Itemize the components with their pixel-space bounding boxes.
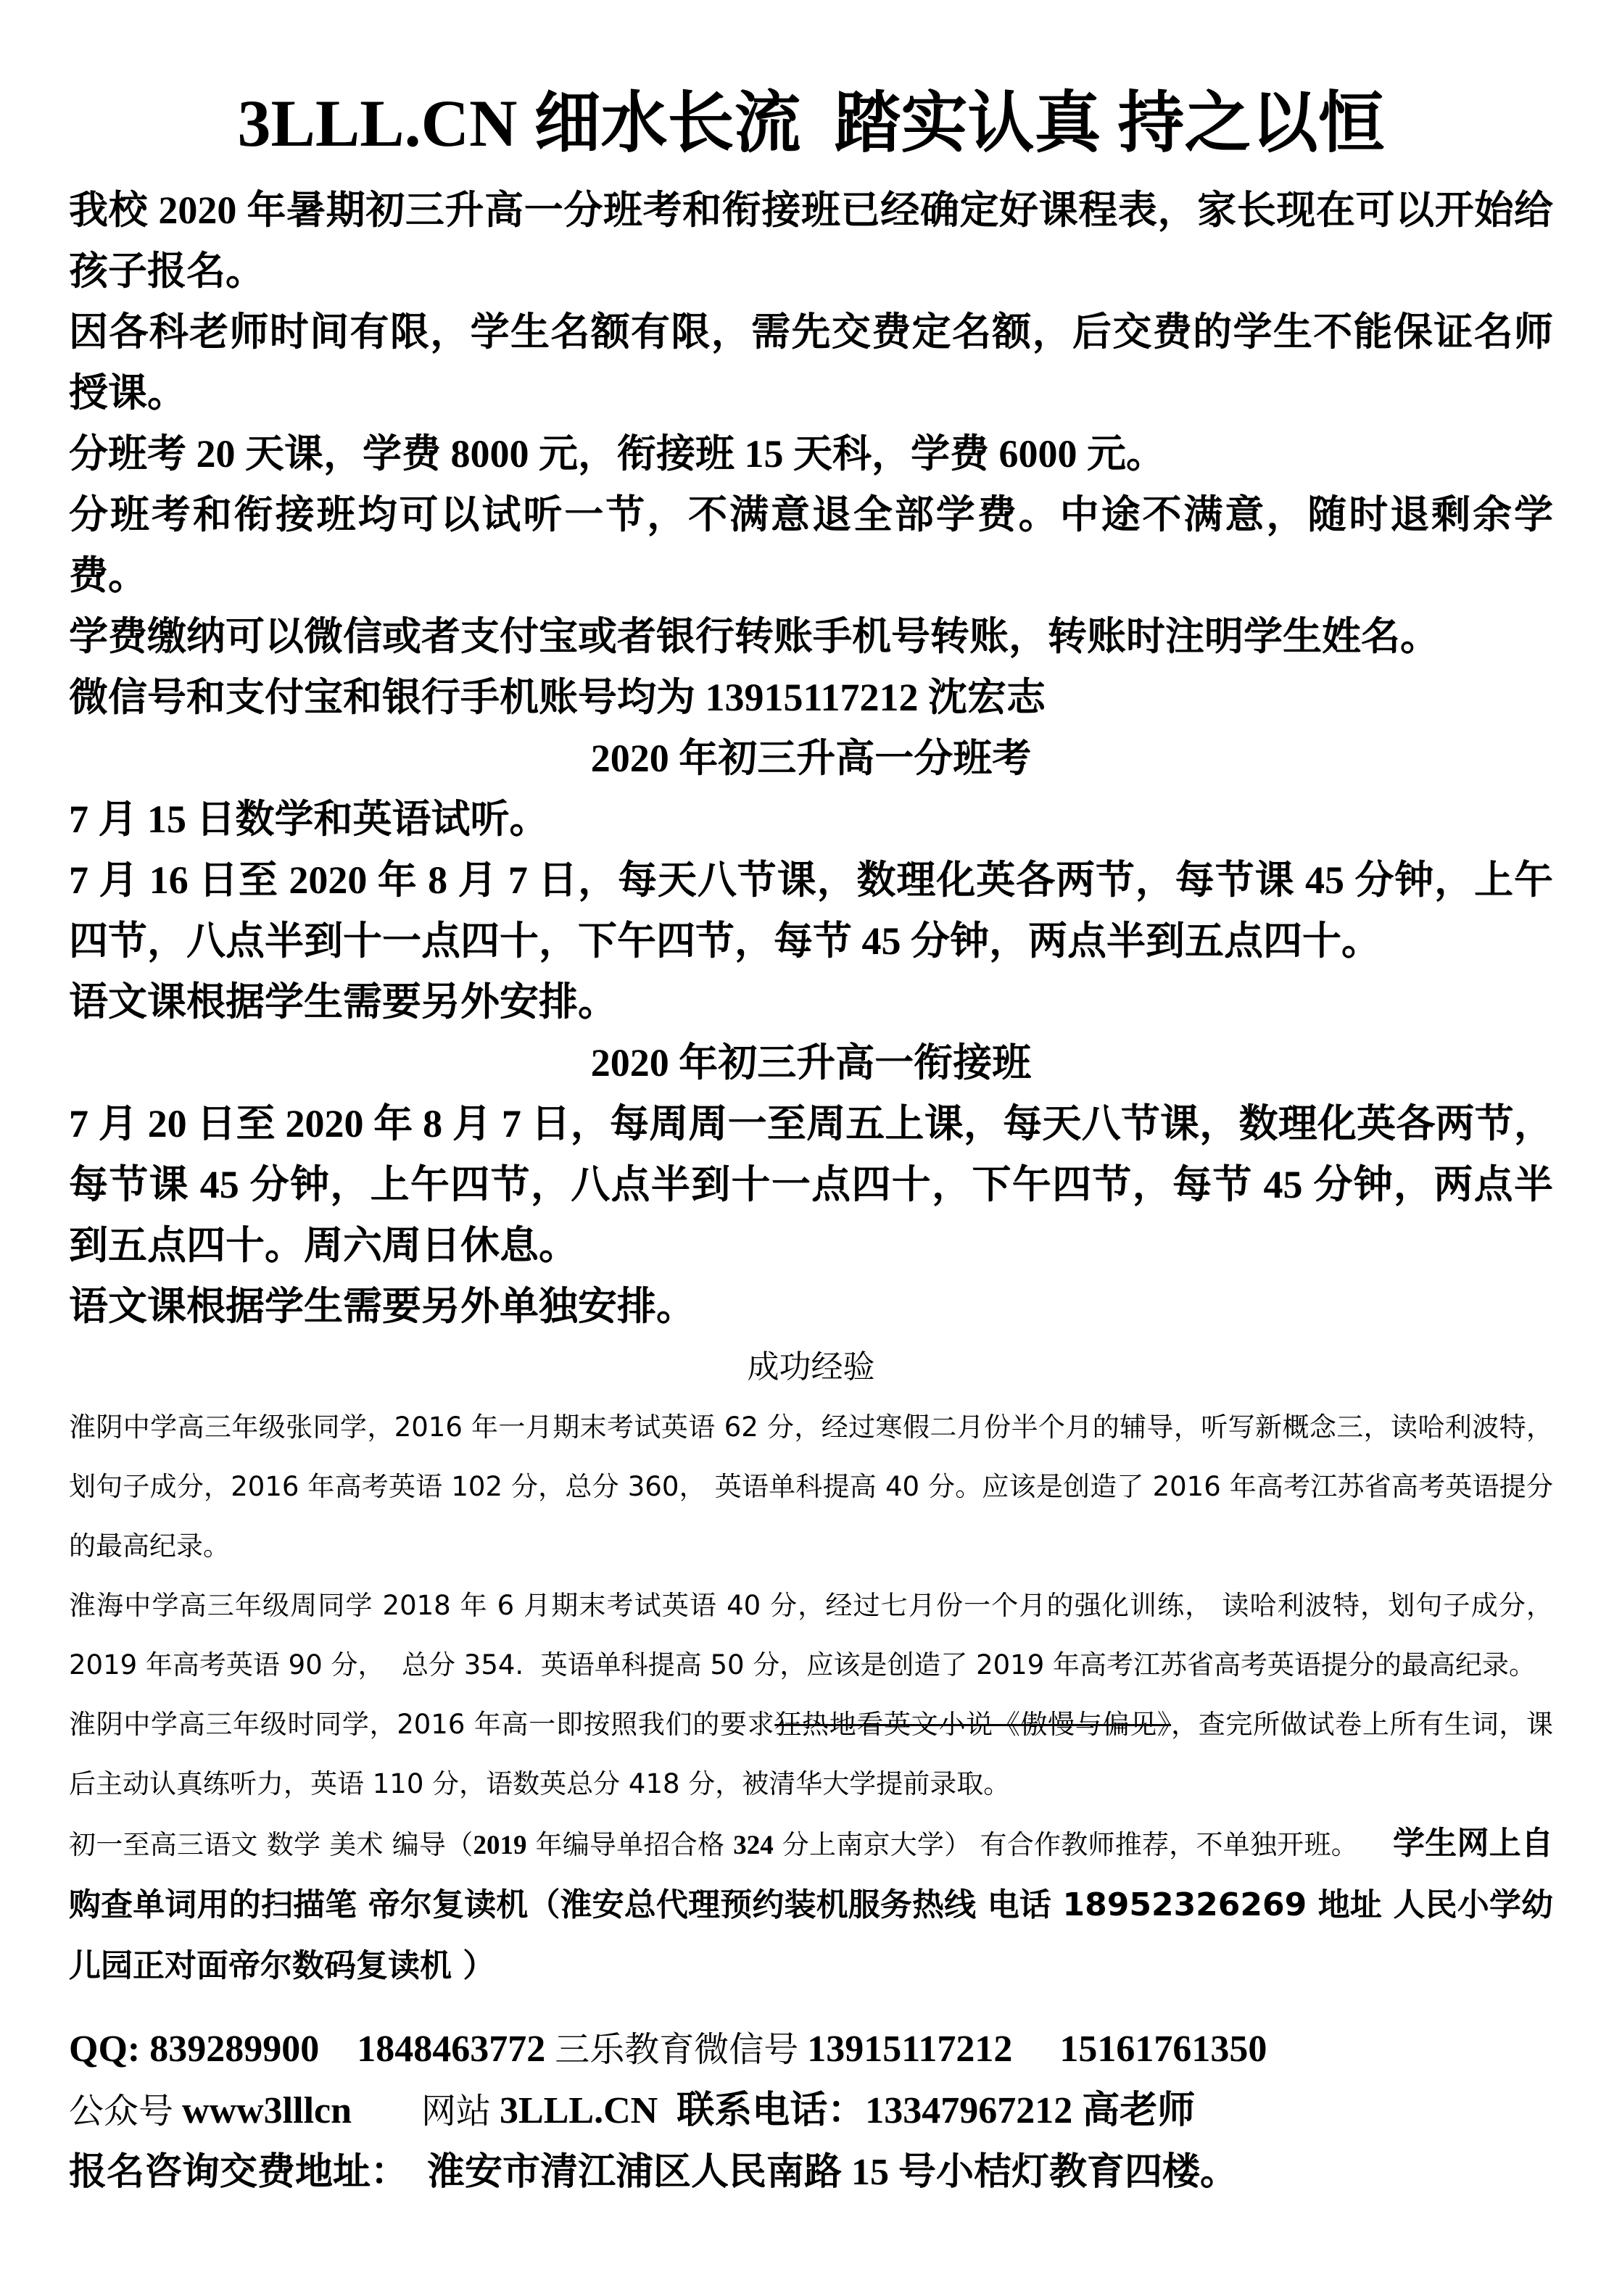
story-paragraph (69, 1814, 1553, 1997)
text-segment: 学费缴纳可以微信或者支付宝或者银行转账手机号转账，转账时注明学生姓名。 (69, 615, 1439, 658)
contact-line (69, 2019, 1553, 2081)
text-segment: 2019 (473, 1831, 527, 1860)
text-segment: QQ: 839289900 1848463772 (69, 2028, 555, 2070)
paragraph (69, 606, 1553, 667)
text-segment: 报名咨询交费地址： 淮安市清江浦区人民南路 15 号小桔灯教育四楼。 (69, 2152, 1238, 2193)
text-segment: 狂热地看英文小说《傲慢与偏见》 (774, 1709, 1172, 1740)
paragraph (69, 971, 1553, 1032)
paragraph (69, 423, 1553, 484)
story-paragraph (69, 1576, 1553, 1695)
text-segment: 我校 2020 年暑期初三升高一分班考和衔接班已经确定好课程表，家长现在可以开始给孩子报名。 (69, 188, 1553, 293)
text-segment: 年编导单招合格 (526, 1829, 734, 1860)
paragraph (69, 850, 1553, 971)
text-segment: 语文课根据学生需要另外单独安排。 (69, 1285, 695, 1328)
text-segment: 7 月 15 日数学和英语试听。 (69, 797, 549, 841)
contact-line (69, 2081, 1553, 2142)
section-heading (69, 728, 1553, 789)
text-segment: 淮海中学高三年级周同学 2018 年 6 月期末考试英语 40 分，经过七月份一个月的强化训练， 读哈利波特，划句子成分，2019 年高考英语 90 分， 总分 354. 英语单科提高 50 分，应该是创造了 2019 年高考江苏省高考英语提分的最高纪录。 (69, 1590, 1554, 1680)
paragraph (69, 789, 1553, 850)
text-segment: www3lllcn (182, 2090, 352, 2131)
text-segment: 分班考和衔接班均可以试听一节，不满意退全部学费。中途不满意，随时退剩余学费。 (69, 493, 1553, 597)
text-segment: 13915117212 15161761350 (807, 2028, 1267, 2070)
paragraph (69, 302, 1553, 423)
paragraph (69, 1093, 1553, 1276)
paragraph (69, 484, 1553, 606)
text-segment: 微信号和支付宝和银行手机账号均为 13915117212 沈宏志 (69, 676, 1046, 719)
text-segment: ，查完所做试卷上所有生词，课后主动认真练听力，英语 110 分，语数英总分 418 分，被清华大学提前录取。 (69, 1709, 1553, 1799)
text-segment: 成功经验 (747, 1348, 875, 1385)
text-segment: 分上南京大学） 有合作教师推荐，不单独开班。 (773, 1829, 1393, 1860)
story-paragraph (69, 1695, 1553, 1814)
text-segment: 淮阴中学高三年级张同学，2016 年一月期末考试英语 62 分，经过寒假二月份半个月的辅导，听写新概念三，读哈利波特，划句子成分，2016 年高考英语 102 分，总分 360， 英语单科提高 40 分。应该是创造了 2016 年高考江苏省高考英语提分的最高纪录。 (69, 1412, 1553, 1562)
text-segment: 分班考 20 天课，学费 8000 元，衔接班 15 天科，学费 6000 元。 (69, 432, 1165, 476)
text-segment: 因各科老师时间有限，学生名额有限，需先交费定名额，后交费的学生不能保证名师授课。 (69, 310, 1553, 415)
section-heading (69, 1032, 1553, 1093)
paragraph (69, 1276, 1553, 1337)
text-segment: 联系电话：13347967212 高老师 (658, 2090, 1196, 2131)
paragraph (69, 180, 1553, 302)
text-segment: 三乐教育微信号 (555, 2031, 808, 2069)
text-segment: 324 (733, 1831, 774, 1860)
text-segment: 2020 年初三升高一分班考 (590, 737, 1032, 780)
text-segment: 语文课根据学生需要另外安排。 (69, 980, 617, 1024)
text-segment: 2020 年初三升高一衔接班 (590, 1041, 1032, 1085)
sub-heading (69, 1337, 1553, 1398)
text-segment: 3LLL.CN (500, 2090, 658, 2131)
text-segment: 淮阴中学高三年级时同学，2016 年高一即按照我们的要求 (69, 1709, 775, 1740)
text-segment: 初一至高三语文 数学 美术 编导（ (69, 1829, 473, 1860)
text-segment: 网站 (421, 2092, 500, 2131)
text-segment: 7 月 20 日至 2020 年 8 月 7 日，每周周一至周五上课，每天八节课，数理化英各两节，每节课 45 分钟，上午四节，八点半到十一点四十，下午四节，每节 45 分钟，两点半到五点四十。周六周日休息。 (69, 1102, 1553, 1267)
text-segment: 学生网上自购查单词用的扫描笔 帝尔复读机（淮安总代理预约装机服务热线 电话 18952326269 地址 人民小学幼儿园正对面帝尔数码复读机 ） (69, 1825, 1553, 1984)
text-segment: 7 月 16 日至 2020 年 8 月 7 日，每天八节课，数理化英各两节，每节课 45 分钟，上午四节，八点半到十一点四十，下午四节，每节 45 分钟，两点半到五点四十。 (69, 858, 1553, 963)
text-segment: 公众号 (69, 2092, 183, 2131)
document-body (69, 180, 1553, 2203)
page-title: 3LLL.CN 细水长流 踏实认真 持之以恒 (237, 86, 1385, 160)
address-line (69, 2142, 1553, 2203)
text-segment (352, 2092, 421, 2131)
story-paragraph (69, 1398, 1553, 1576)
paragraph (69, 667, 1553, 728)
